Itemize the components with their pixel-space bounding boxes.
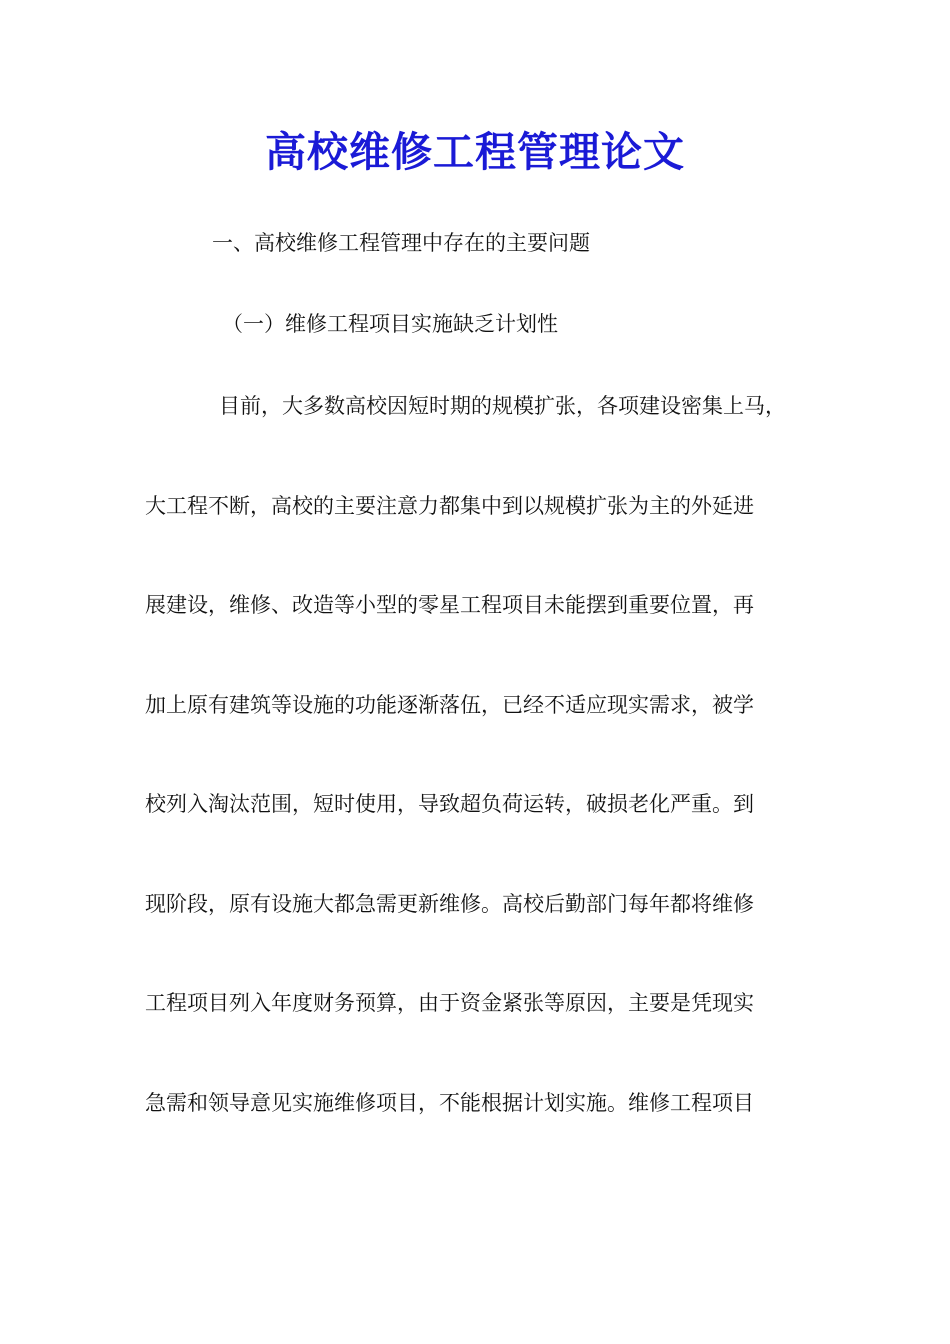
subsection-heading: （一）维修工程项目实施缺乏计划性 bbox=[222, 312, 558, 336]
document-title: 高校维修工程管理论文 bbox=[265, 128, 685, 176]
paragraph-line: 急需和领导意见实施维修项目，不能根据计划实施。维修工程项目 bbox=[145, 1090, 754, 1115]
paragraph-line: 展建设，维修、改造等小型的零星工程项目未能摆到重要位置，再 bbox=[145, 593, 754, 617]
paragraph-line: 大工程不断，高校的主要注意力都集中到以规模扩张为主的外延进 bbox=[145, 493, 754, 518]
section-heading: 一、高校维修工程管理中存在的主要问题 bbox=[212, 231, 590, 255]
paragraph-line: 现阶段，原有设施大都急需更新维修。高校后勤部门每年都将维修 bbox=[145, 891, 754, 916]
paragraph-line: 加上原有建筑等设施的功能逐渐落伍，已经不适应现实需求，被学 bbox=[145, 692, 754, 717]
paragraph-line: 工程项目列入年度财务预算，由于资金紧张等原因，主要是凭现实 bbox=[145, 991, 754, 1015]
paragraph-line: 校列入淘汰范围，短时使用，导致超负荷运转，破损老化严重。到 bbox=[145, 792, 754, 816]
body-paragraph bbox=[145, 388, 825, 1184]
paragraph-line: 目前，大多数高校因短时期的规模扩张，各项建设密集上马， bbox=[219, 394, 786, 418]
